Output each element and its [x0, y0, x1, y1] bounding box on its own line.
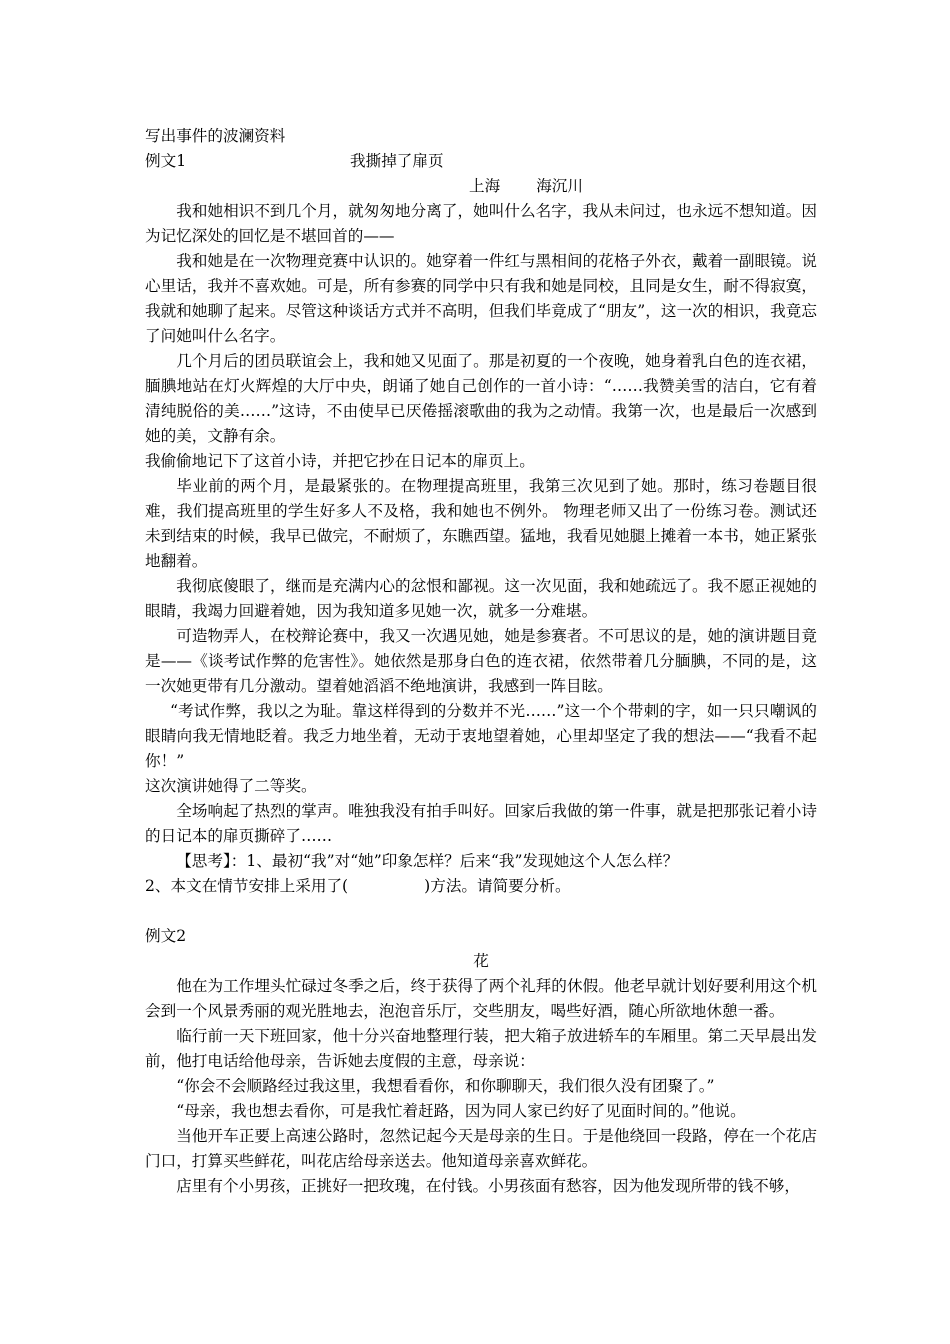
author-name: 海沉川	[536, 177, 583, 195]
example2-paragraph: 他在为工作埋头忙碌过冬季之后，终于获得了两个礼拜的休假。他老早就计划好要利用这个机会到一个风景秀丽的观光胜地去，泡泡音乐厅，交些朋友，喝些好酒，随心所欲地休憩一番。	[145, 977, 817, 1020]
example1-paragraph: 我和她是在一次物理竞赛中认识的。她穿着一件红与黑相间的花格子外衣，戴着一副眼镜。说心里话，我并不喜欢她。可是，所有参赛的同学中只有我和她是同校，且同是女生，耐不得寂寞，我就和她聊了起来。尽管这种谈话方式并不高明，但我们毕竟成了“朋友”，这一次的相识，我竟忘了问她叫什么名字。	[145, 252, 817, 345]
example1-title-row	[145, 149, 817, 174]
example1-paragraph: 这次演讲她得了二等奖。	[145, 777, 317, 795]
example2-paragraph: 临行前一天下班回家，他十分兴奋地整理行装，把大箱子放进轿车的车厢里。第二天早晨出发前，他打电话给他母亲，告诉她去度假的主意，母亲说：	[145, 1027, 817, 1070]
example2-paragraph: 当他开车正要上高速公路时，忽然记起今天是母亲的生日。于是他绕回一段路，停在一个花店门口，打算买些鲜花，叫花店给母亲送去。他知道母亲喜欢鲜花。	[145, 1127, 817, 1170]
example2-label: 例文2	[145, 927, 187, 945]
example2-paragraph: 店里有个小男孩，正挑好一把玫瑰，在付钱。小男孩面有愁容，因为他发现所带的钱不够，	[176, 1177, 800, 1195]
example1-paragraph: 我偷偷地记下了这首小诗，并把它抄在日记本的扉页上。	[145, 452, 535, 470]
example1-paragraph: 全场响起了热烈的掌声。唯独我没有拍手叫好。回家后我做的第一件事，就是把那张记着小诗的日记本的扉页撕碎了……	[145, 802, 817, 845]
document-content	[145, 124, 817, 1199]
example1-paragraph: 我和她相识不到几个月，就匆匆地分离了，她叫什么名字，我从未问过，也永远不想知道。因为记忆深处的回忆是不堪回首的——	[145, 202, 817, 245]
q2-suffix: )方法。请简要分析。	[424, 877, 571, 895]
think-question-2	[145, 874, 817, 899]
example1-paragraph: 可造物弄人，在校辩论赛中，我又一次遇见她，她是参赛者。不可思议的是，她的演讲题目竟是——《谈考试作弊的危害性》。她依然是那身白色的连衣裙，依然带着几分腼腆，不同的是，这一次她更带有几分激动。望着她滔滔不绝地演讲，我感到一阵目眩。	[145, 627, 817, 695]
example1-label: 例文1	[145, 152, 187, 170]
example1-paragraph: 我彻底傻眼了，继而是充满内心的忿恨和鄙视。这一次见面，我和她疏远了。我不愿正视她的眼睛，我竭力回避着她，因为我知道多见她一次，就多一分难堪。	[145, 577, 817, 620]
example2-paragraph: “母亲，我也想去看你，可是我忙着赶路，因为同人家已约好了见面时间的。”他说。	[176, 1102, 746, 1120]
q2-prefix: 2、本文在情节安排上采用了(	[145, 877, 349, 895]
example2-paragraph: “你会不会顺路经过我这里，我想看看你，和你聊聊天，我们很久没有团聚了。”	[176, 1077, 715, 1095]
think-question-1: 【思考】：1、最初“我”对“她”印象怎样？后来“我”发现她这个人怎么样？	[176, 852, 679, 870]
example1-paragraph: 毕业前的两个月，是最紧张的。在物理提高班里，我第三次见到了她。那时，练习卷题目很难，我们提高班里的学生好多人不及格，我和她也不例外。 物理老师又出了一份练习卷。测试还未到结束的时候，我早已做完，不耐烦了，东瞧西望。猛地，我看见她腿上摊着一本书，她正紧张地翻着。	[145, 477, 817, 570]
example2-title: 花	[473, 952, 489, 970]
author-place: 上海	[469, 177, 501, 195]
example1-title: 我撕掉了扉页	[350, 152, 444, 170]
example1-paragraph: “考试作弊，我以之为耻。靠这样得到的分数并不光……”这一个个带刺的字，如一只只嘲讽的眼睛向我无情地眨着。我乏力地坐着，无动于衷地望着她，心里却坚定了我的想法——“我看不起你！”	[145, 702, 817, 770]
example1-paragraph: 几个月后的团员联谊会上，我和她又见面了。那是初夏的一个夜晚，她身着乳白色的连衣裙，腼腆地站在灯火辉煌的大厅中央，朗诵了她自己创作的一首小诗：“……我赞美雪的洁白，它有着清纯脱俗的美……”这诗，不由使早已厌倦摇滚歌曲的我为之动情。我第一次，也是最后一次感到她的美，文静有余。	[145, 352, 817, 445]
document-heading: 写出事件的波澜资料	[145, 127, 286, 145]
spacer	[145, 899, 817, 924]
example1-author	[145, 174, 817, 199]
